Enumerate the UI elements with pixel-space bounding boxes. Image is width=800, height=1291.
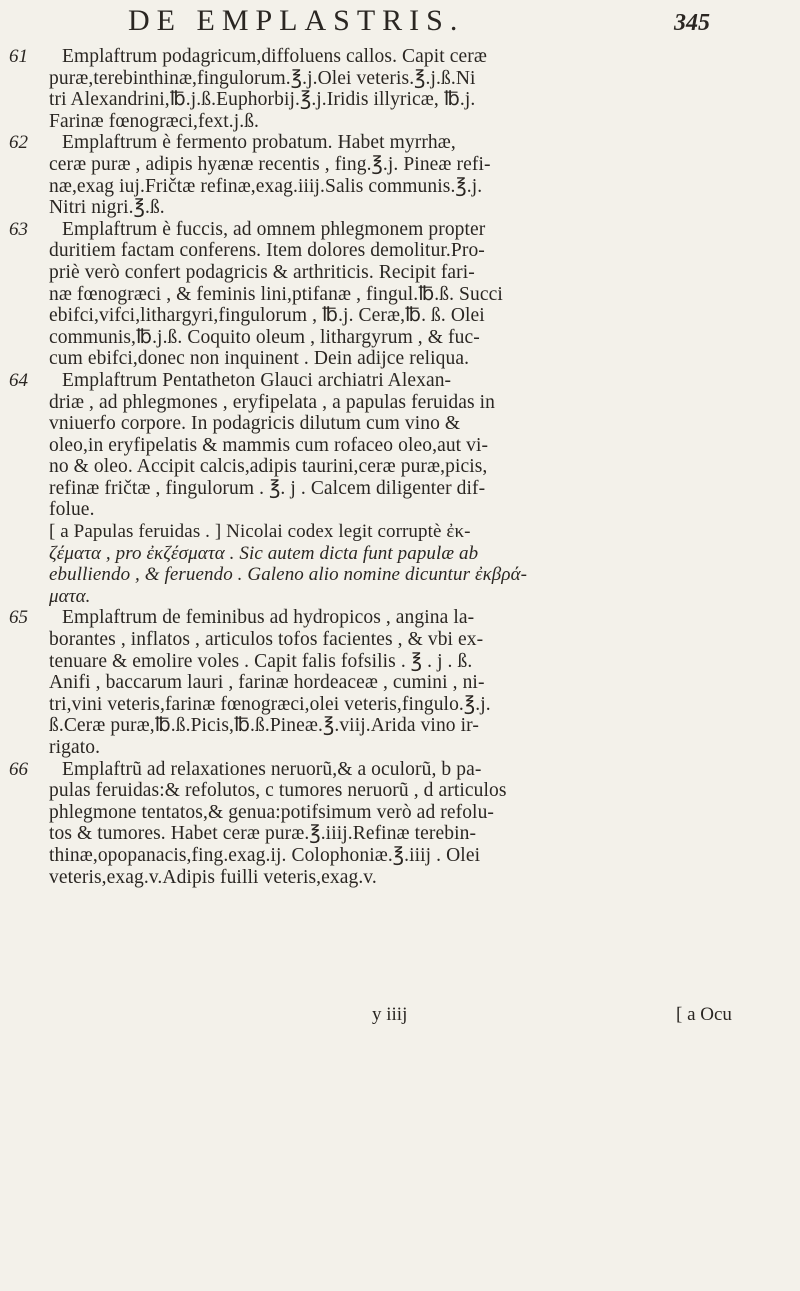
text-line: Emplaftrum è fuccis, ad omnem phlegmonem propter — [62, 218, 486, 240]
text-line: ß.Ceræ puræ,℔.ß.Picis,℔.ß.Pineæ.℥.viij.Arida vino ir- — [49, 715, 479, 737]
text-line: Emplaftrũ ad relaxationes neruorũ,& a oculorũ, b pa- — [62, 758, 482, 780]
text-line: ceræ puræ , adipis hyænæ recentis , fing.℥.j. Pineæ refi- — [49, 153, 491, 175]
catchword: [ a Ocu — [676, 1004, 732, 1025]
text-line: pulas feruidas:& refolutos, c tumores neruorũ , d articulos — [49, 780, 507, 802]
text-line: no & oleo. Accipit calcis,adipis taurini,ceræ puræ,picis, — [49, 456, 488, 478]
text-line: veteris,exag.v.Adipis fuilli veteris,exag.v. — [49, 866, 377, 888]
editorial-note — [0, 521, 800, 607]
text-line: Emplaftrum de feminibus ad hydropicos , angina la- — [62, 607, 475, 629]
entry-number: 66 — [9, 758, 28, 780]
text-line: ebifci,vifci,lithargyri,fingulorum , ℔.j. Ceræ,℔. ß. Olei — [49, 305, 485, 327]
note-line: ματα. — [49, 585, 91, 607]
text-line: cum ebifci,donec non inquinent . Dein adijce reliqua. — [49, 348, 470, 370]
page-number: 345 — [674, 10, 710, 36]
text-line: tri,vini veteris,farinæ fœnogræci,olei veteris,fingulo.℥.j. — [49, 693, 491, 715]
note-line: ζέματα , pro ἐκζέσματα . Sic autem dicta funt papulæ ab — [49, 542, 479, 564]
note-line: [ a Papulas feruidas . ] Nicolai codex legit corruptè ἐκ- — [49, 521, 471, 543]
signature-mark: y iiij — [372, 1004, 408, 1025]
text-line: oleo,in eryfipelatis & mammis cum rofaceo oleo,aut vi- — [49, 434, 489, 456]
running-title: DE EMPLASTRIS. — [128, 4, 465, 37]
text-line: Emplaftrum podagricum,diffoluens callos. Capit ceræ — [62, 46, 487, 67]
recipe-entry — [0, 607, 800, 758]
recipe-entry — [0, 759, 800, 889]
text-line: Farinæ fœnogræci,fext.j.ß. — [49, 110, 260, 132]
body-text — [0, 46, 800, 888]
text-line: Emplaftrum è fermento probatum. Habet myrrhæ, — [62, 132, 456, 154]
text-line: Nitri nigri.℥.ß. — [49, 197, 165, 219]
text-line: driæ , ad phlegmones , eryfipelata , a papulas feruidas in — [49, 391, 496, 413]
entry-number: 65 — [9, 607, 28, 629]
text-line: Emplaftrum Pentatheton Glauci archiatri Alexan- — [62, 369, 452, 391]
text-line: næ,exag iuj.Fričtæ refinæ,exag.iiij.Salis communis.℥.j. — [49, 175, 483, 197]
text-line: folue. — [49, 499, 95, 521]
entry-number: 61 — [9, 46, 28, 67]
text-line: priè verò confert podagricis & arthriticis. Recipit fari- — [49, 261, 475, 283]
page-footer — [0, 1004, 800, 1030]
text-line: tri Alexandrini,℔.j.ß.Euphorbij.℥.j.Iridis illyricæ, ℔.j. — [49, 89, 476, 111]
entry-number: 64 — [9, 369, 28, 391]
text-line: tos & tumores. Habet ceræ puræ.℥.iiij.Refinæ terebin- — [49, 823, 477, 845]
entry-number: 62 — [9, 132, 28, 154]
text-line: duritiem factam conferens. Item dolores demolitur.Pro- — [49, 240, 485, 262]
text-line: borantes , inflatos , articulos tofos facientes , & vbi ex- — [49, 629, 484, 651]
recipe-entry — [0, 219, 800, 370]
text-line: refinæ fričtæ , fingulorum . ℥. j . Calcem diligenter dif- — [49, 477, 486, 499]
note-line: ebulliendo , & feruendo . Galeno alio nomine dicuntur ἐκβρά- — [49, 564, 528, 586]
text-line: tenuare & emolire voles . Capit falis fofsilis . ℥ . j . ß. — [49, 650, 473, 672]
text-line: thinæ,opopanacis,fing.exag.ij. Colophoniæ.℥.iiij . Olei — [49, 844, 481, 866]
text-line: communis,℔.j.ß. Coquito oleum , lithargyrum , & fuc- — [49, 326, 480, 348]
text-line: puræ,terebinthinæ,fingulorum.℥.j.Olei veteris.℥.j.ß.Ni — [49, 67, 476, 89]
recipe-entry — [0, 370, 800, 521]
text-line: vniuerfo corpore. In podagricis dilutum cum vino & — [49, 413, 461, 435]
text-line: rigato. — [49, 737, 101, 758]
recipe-entry — [0, 46, 800, 132]
entry-number: 63 — [9, 218, 28, 240]
text-line: phlegmone tentatos,& genua:potifsimum verò ad refolu- — [49, 801, 495, 823]
text-line: Anifi , baccarum lauri , farinæ hordeaceæ , cumini , ni- — [49, 672, 485, 694]
recipe-entry — [0, 132, 800, 218]
text-line: næ fœnogræci , & feminis lini,ptifanæ , fingul.℔.ß. Succi — [49, 283, 503, 305]
page-header — [100, 4, 710, 38]
